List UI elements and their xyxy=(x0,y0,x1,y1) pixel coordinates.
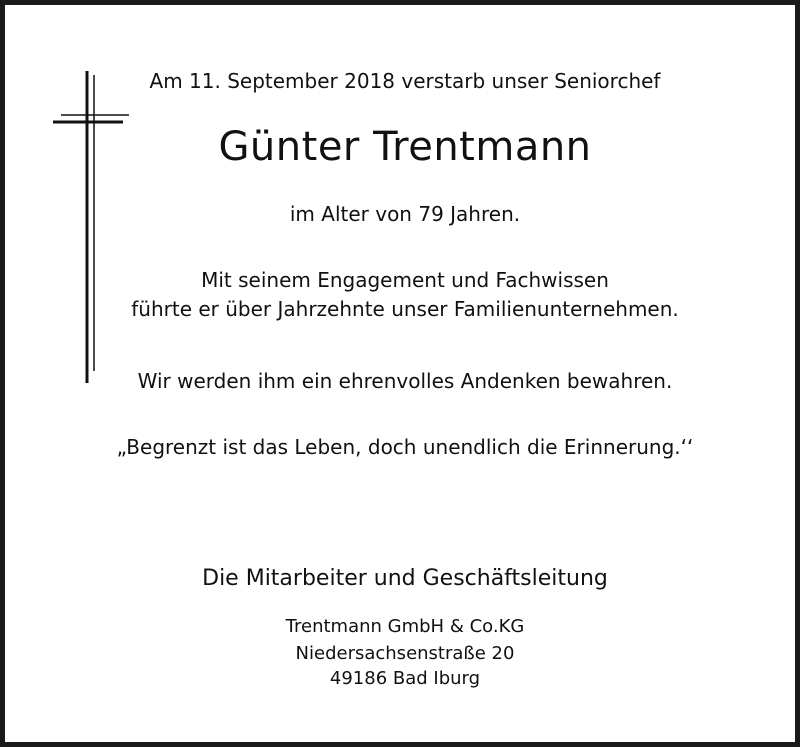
intro-text: Am 11. September 2018 verstarb unser Seniorchef xyxy=(149,69,661,93)
age-text: im Alter von 79 Jahren. xyxy=(289,202,521,226)
cross-icon xyxy=(53,71,133,383)
address-company: Trentmann GmbH & Co.KG xyxy=(285,616,525,637)
address-city: 49186 Bad Iburg xyxy=(329,668,481,689)
engagement-text-2: führte er über Jahrzehnte unser Familienunternehmen. xyxy=(131,297,679,321)
memory-text: Wir werden ihm ein ehrenvolles Andenken bewahren. xyxy=(137,369,673,393)
signoff-text: Die Mitarbeiter und Geschäftsleitung xyxy=(202,566,608,591)
engagement-text-1: Mit seinem Engagement und Fachwissen xyxy=(201,268,609,292)
deceased-name: Günter Trentmann xyxy=(218,124,592,170)
address-street: Niedersachsenstraße 20 xyxy=(295,643,515,664)
quote-text: „Begrenzt ist das Leben, doch unendlich die Erinnerung.‘‘ xyxy=(116,435,694,459)
